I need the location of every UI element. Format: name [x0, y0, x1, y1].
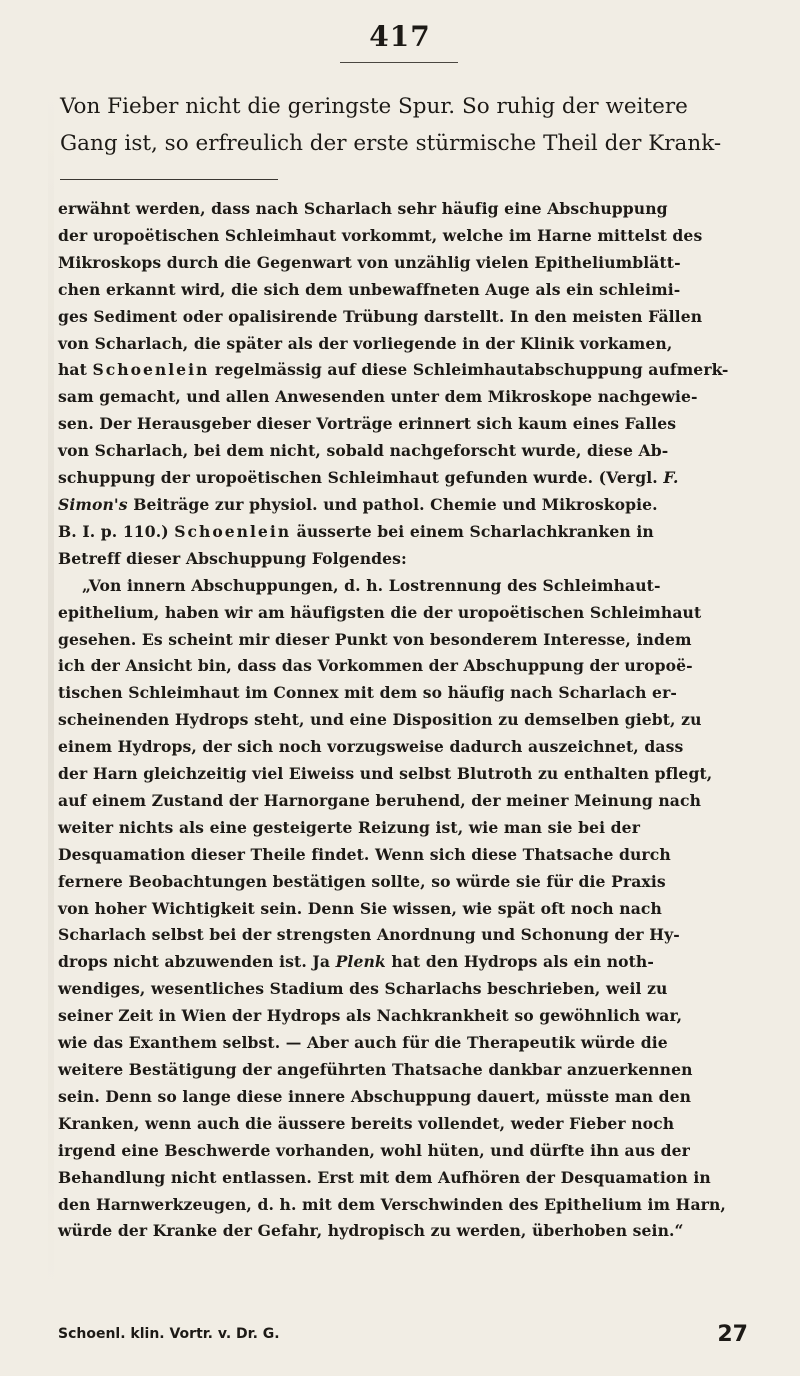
footnote-line: erwähnt werden, dass nach Scharlach sehr häufig eine Abschuppung	[58, 199, 668, 218]
footnote-line: Behandlung nicht entlassen. Erst mit dem Aufhören der Desquamation in	[58, 1167, 711, 1187]
footnote-line: seiner Zeit in Wien der Hydrops als Nachkrankheit so gewöhnlich war,	[58, 1006, 683, 1026]
footnote-line: gesehen. Es scheint mir dieser Punkt von besonderem Interesse, indem	[58, 629, 692, 649]
footnote-line: scheinenden Hydrops steht, und eine Disposition zu demselben giebt, zu	[58, 710, 702, 730]
footnote-line: sein. Denn so lange diese innere Abschuppung dauert, müsste man den	[58, 1086, 692, 1106]
footnote-line: weiter nichts als eine gesteigerte Reizung ist, wie man sie bei der	[58, 817, 641, 837]
footnote-line: wendiges, wesentliches Stadium des Scharlachs beschrieben, weil zu	[58, 979, 668, 999]
footnote-line: Betreff dieser Abschuppung Folgendes:	[58, 548, 407, 568]
footnote-line	[58, 465, 766, 492]
quote-start-line: „Von innern Abschuppungen, d. h. Lostrennung des Schleimhaut-	[82, 575, 661, 595]
footnote-text: schuppung der uropoëtischen Schleimhaut gefunden wurde. (Vergl.	[58, 468, 664, 488]
person-name: Schoenlein	[174, 521, 292, 541]
footnote-line: ich der Ansicht bin, dass das Vorkommen der Abschuppung der uropoë-	[58, 656, 693, 676]
footnote-line: von Scharlach, bei dem nicht, sobald nachgeforscht wurde, diese Ab-	[58, 441, 669, 461]
footnote-line: tischen Schleimhaut im Connex mit dem so häufig nach Scharlach er-	[58, 683, 677, 703]
footnote-line: Desquamation dieser Theile findet. Wenn sich diese Thatsache durch	[58, 844, 671, 864]
footnote-separator	[60, 179, 278, 180]
gutter-shadow	[48, 90, 54, 1290]
footnote-text: regelmässig auf diese Schleimhautabschuppung aufmerk-	[209, 360, 729, 380]
page-number: 417	[369, 20, 431, 53]
footnote-text: drops nicht abzuwenden ist. Ja	[58, 952, 336, 972]
printer-signature: Schoenl. klin. Vortr. v. Dr. G.	[58, 1326, 280, 1342]
footnote-text: B. I. p. 110.)	[58, 521, 175, 541]
footnote-line: Scharlach selbst bei der strengsten Anordnung und Schonung der Hy-	[58, 925, 680, 945]
footnote-line: Kranken, wenn auch die äussere bereits vollendet, weder Fieber noch	[58, 1113, 675, 1133]
main-text-line: Gang ist, so erfreulich der erste stürmische Theil der Krank-	[60, 131, 722, 156]
footnote-line: auf einem Zustand der Harnorgane beruhend, der meiner Meinung nach	[58, 790, 702, 810]
footnote-text: Beiträge zur physiol. und pathol. Chemie und Mikroskopie.	[127, 494, 658, 514]
footnote-line	[58, 492, 766, 519]
author-initial: F.	[663, 468, 679, 488]
footnote-line: irgend eine Beschwerde vorhanden, wohl hüten, und dürfte ihn aus der	[58, 1140, 690, 1160]
footnote-line: der uropoëtischen Schleimhaut vorkommt, welche im Harne mittelst des	[58, 225, 703, 245]
sheet-number: 27	[717, 1322, 748, 1347]
footnote-line: weitere Bestätigung der angeführten Thatsache dankbar anzuerkennen	[58, 1060, 693, 1079]
footnote-text: hat	[58, 360, 93, 380]
footnote-line: Mikroskops durch die Gegenwart von unzählig vielen Epitheliumblätt-	[58, 252, 681, 272]
author-name: Plenk	[335, 952, 386, 972]
footnote-line: den Harnwerkzeugen, d. h. mit dem Verschwinden des Epithelium im Harn,	[58, 1194, 726, 1214]
footnote-line: würde der Kranke der Gefahr, hydropisch zu werden, überhoben sein.“	[58, 1221, 684, 1241]
person-name: Schoenlein	[92, 360, 210, 380]
footnote-text: äusserte bei einem Scharlachkranken in	[291, 521, 654, 541]
footnote-line	[58, 519, 766, 546]
footnote-line: wie das Exanthem selbst. — Aber auch für die Therapeutik würde die	[58, 1033, 668, 1053]
footnote-line: epithelium, haben wir am häufigsten die der uropoëtischen Schleimhaut	[58, 602, 702, 622]
footnote	[58, 196, 766, 1245]
footnote-line: ges Sediment oder opalisirende Trübung darstellt. In den meisten Fällen	[58, 306, 703, 326]
footnote-line: chen erkannt wird, die sich dem unbewaffneten Auge als ein schleimi-	[58, 279, 681, 299]
footnote-line: von Scharlach, die später als der vorliegende in der Klinik vorkamen,	[58, 333, 673, 353]
footnote-line: der Harn gleichzeitig viel Eiweiss und selbst Blutroth zu enthalten pflegt,	[58, 764, 713, 784]
main-text-line: Von Fieber nicht die geringste Spur. So ruhig der weitere	[60, 94, 688, 119]
footnote-line: fernere Beobachtungen bestätigen sollte, so würde sie für die Praxis	[58, 871, 666, 891]
footnote-line: sam gemacht, und allen Anwesenden unter dem Mikroskope nachgewie-	[58, 387, 698, 407]
footnote-line	[58, 357, 766, 384]
main-text	[60, 88, 766, 162]
page-number-rule	[340, 62, 458, 63]
footnote-text: hat den Hydrops als ein noth-	[385, 952, 654, 972]
page-footer	[58, 1322, 766, 1352]
footnote-line	[58, 949, 766, 976]
author-name: Simon's	[58, 494, 128, 514]
footnote-line: von hoher Wichtigkeit sein. Denn Sie wissen, wie spät oft noch nach	[58, 898, 662, 918]
footnote-line: einem Hydrops, der sich noch vorzugsweise dadurch auszeichnet, dass	[58, 737, 684, 757]
footnote-line: sen. Der Herausgeber dieser Vorträge erinnert sich kaum eines Falles	[58, 414, 677, 434]
